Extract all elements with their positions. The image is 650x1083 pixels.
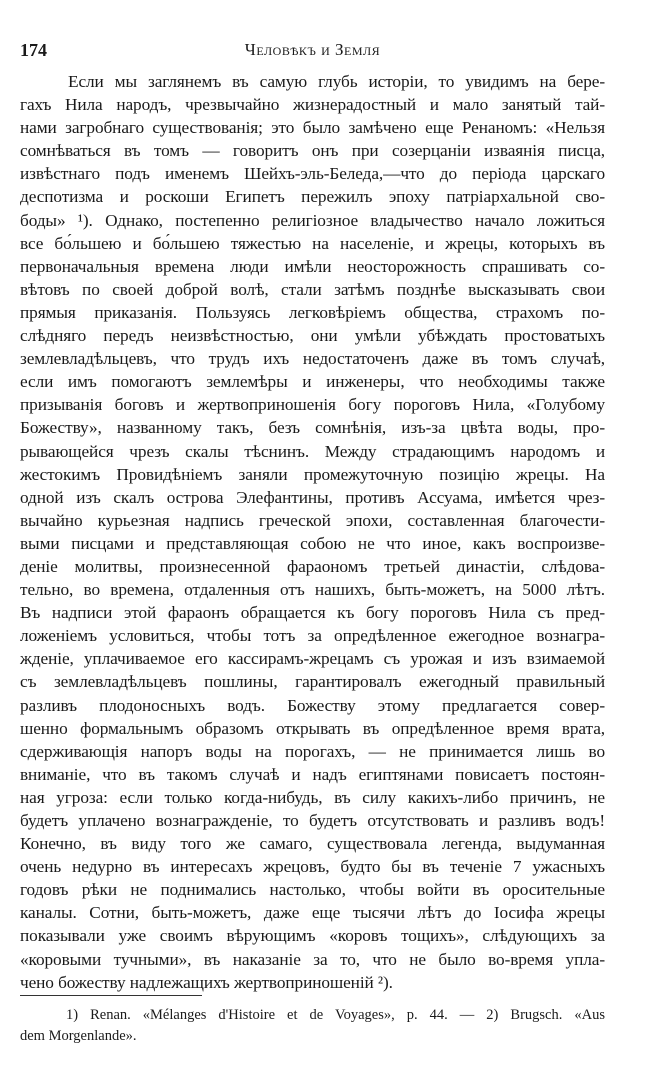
text-line: «коровыми тучными», въ наказаніе за то, что не было во-время упла- (20, 949, 605, 969)
text-line: вниманіе, что въ такомъ случаѣ и надъ египтянами повисаетъ постоян- (20, 764, 605, 784)
text-line: извѣстнаго подъ именемъ Шейхъ-эль-Беледа,—что до періода царскаго (20, 164, 605, 184)
text-line: чено божеству надлежащихъ жертвоприношеній ²). (20, 972, 393, 992)
footnote-line: 1) Renan. «Mélanges d'Histoire et de Voyages», p. 44. — 2) Brugsch. «Aus (66, 1007, 605, 1023)
text-line: вѣтовъ по своей доброй волѣ, стали затѣмъ позднѣе высказывать свои (20, 279, 605, 299)
body-text (20, 70, 605, 994)
text-line: прямыя приказанія. Пользуясь легковѣріемъ общества, страхомъ по- (20, 302, 605, 322)
text-line: съ землевладѣльцевъ пошлины, гарантировалъ ежегодный правильный (20, 672, 605, 692)
footnote-rule (20, 995, 202, 996)
running-header (20, 40, 605, 64)
text-line: Въ надписи этой фараонъ обращается къ богу пороговъ Нила съ пред- (20, 603, 605, 623)
text-line: каналы. Сотни, быть-можетъ, даже еще тысячи лѣтъ до Іосифа жрецы (20, 903, 605, 923)
text-line: сдерживающія напоръ воды на порогахъ, — не принимается лишь во (20, 741, 605, 761)
text-line: разливъ плодоносныхъ водъ. Божеству этому предлагается совер- (20, 695, 605, 715)
text-line: ная угроза: если только когда-нибудь, въ силу какихъ-либо причинъ, не (20, 787, 605, 807)
running-title: Человѣкъ и Земля (244, 40, 381, 59)
text-line: призыванія боговъ и жертвоприношенія богу пороговъ Нила, «Голубому (20, 395, 605, 415)
text-line: все бо́льшею и бо́льшею тяжестью на населеніе, и жрецы, которыхъ въ (20, 233, 605, 253)
text-line: слѣдняго передъ неизвѣстностью, они умѣли убѣждать простоватыхъ (20, 326, 605, 346)
text-line: деніе молитвы, произнесенной фараономъ третьей династіи, слѣдова- (20, 556, 605, 576)
text-line: деспотизма и роскоши Египетъ пережилъ эпоху патріархальной сво- (20, 187, 605, 207)
text-line: землевладѣльцевъ, что трудъ ихъ недостаточенъ даже въ томъ случаѣ, (20, 349, 605, 369)
text-line: годовъ рѣки не поднимались настолько, чтобы войти въ оросительные (20, 880, 605, 900)
text-line: выми писцами и представляющая собою не что иное, какъ воспроизве- (20, 533, 605, 553)
text-line: нами загробнаго существованія; это было замѣчено еще Ренаномъ: «Нельзя (20, 118, 605, 138)
text-line: очень недурно въ интересахъ жрецовъ, будто бы въ теченіе 7 ужасныхъ (20, 857, 605, 877)
text-line: вычайно курьезная надпись греческой эпохи, составленная благочести- (20, 510, 605, 530)
text-line: первоначальныя времена люди имѣли неосторожность спрашивать со- (20, 256, 605, 276)
text-line: жестокимъ Провидѣніемъ заняли промежуточную позицію жрецы. На (20, 464, 605, 484)
text-line: одной изъ скалъ острова Элефантины, противъ Ассуама, имѣется чрез- (20, 487, 605, 507)
text-line: если имъ помогаютъ землемѣры и инженеры, что необходимы также (20, 372, 605, 392)
page-number: 174 (20, 40, 47, 60)
text-line: ложеніемъ условиться, чтобы тотъ за опредѣленное ежегодное вознагра- (20, 626, 605, 646)
text-line: гахъ Нила народъ, чрезвычайно жизнерадостный и мало занятый тай- (20, 95, 605, 115)
text-line: шенно формальнымъ образомъ открывать въ опредѣленное время врата, (20, 718, 605, 738)
text-line: будетъ уплачено вознагражденіе, то будетъ отсутствовать и разливъ водъ! (20, 811, 605, 830)
text-line: жденіе, уплачиваемое его кассирамъ-жрецамъ съ урожая и изъ взимаемой (20, 649, 605, 669)
text-line: тельно, во времена, отдаленныя отъ нашихъ, быть-можетъ, на 5000 лѣтъ. (20, 580, 605, 600)
text-line: показывали уже своимъ вѣрующимъ «коровъ тощихъ», слѣдующихъ за (20, 926, 605, 946)
text-line: рывающейся чрезъ скалы тѣснинъ. Между страдающимъ народомъ и (20, 441, 605, 461)
footnote-line: dem Morgenlande». (20, 1028, 137, 1044)
text-line: Если мы заглянемъ въ самую глубь исторіи, то увидимъ на бере- (68, 72, 605, 91)
text-line: боды» ¹). Однако, постепенно религіозное владычество начало ложиться (20, 210, 605, 230)
text-line: Божеству», названному такъ, безъ сомнѣнія, изъ-за цвѣта воды, про- (20, 418, 605, 438)
footnotes (20, 1005, 605, 1047)
text-line: сомнѣваться въ томъ — говоритъ онъ при созерцаніи изваянія писца, (20, 141, 605, 161)
text-line: Конечно, въ виду того же самаго, существовала легенда, выдуманная (20, 834, 605, 854)
